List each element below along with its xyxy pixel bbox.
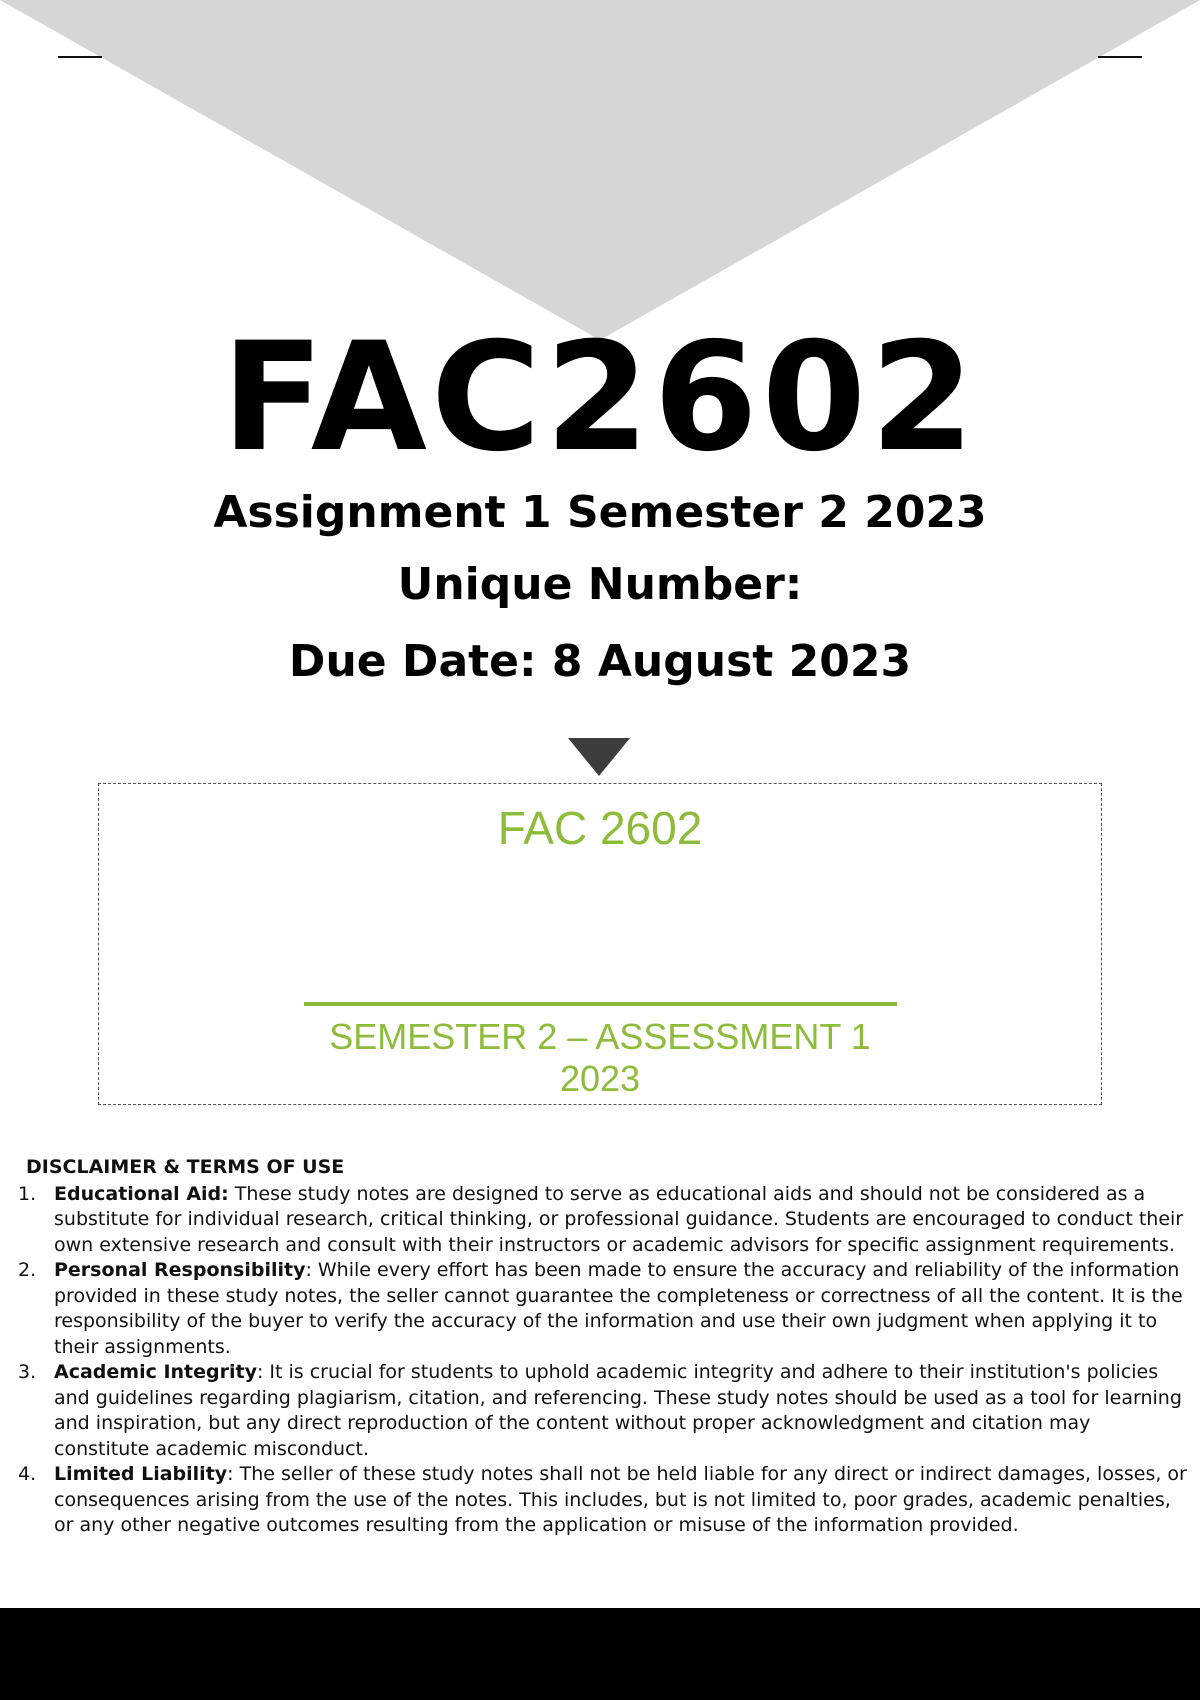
corner-mark-left <box>58 56 102 58</box>
disclaimer-section <box>18 1155 1188 1539</box>
top-chevron-shape <box>0 0 1200 340</box>
unique-number-line: Unique Number: <box>397 559 803 610</box>
disclaimer-item-number: 2. <box>18 1259 37 1281</box>
disclaimer-item-text: These study notes are designed to serve as educational aids and should not be considered as a substitute for individual research, critical thinking, or professional guidance. Students are encouraged to conduct their own extensive research and consult with their instructors or academic advisors for specific assignment requirements. <box>54 1182 1184 1256</box>
disclaimer-item-personal-responsibility <box>18 1258 1188 1360</box>
due-date-line: Due Date: 8 August 2023 <box>288 636 912 687</box>
cover-image-box <box>98 783 1102 1105</box>
disclaimer-item-academic-integrity <box>18 1360 1188 1462</box>
down-triangle-icon <box>568 738 630 776</box>
cover-divider <box>304 1002 897 1006</box>
disclaimer-item-term: Personal Responsibility <box>54 1259 306 1281</box>
disclaimer-item-term: Academic Integrity <box>54 1361 257 1383</box>
disclaimer-item-term: Limited Liability <box>54 1463 228 1485</box>
cover-subtitle-line1: SEMESTER 2 – ASSESSMENT 1 <box>329 1016 871 1057</box>
disclaimer-item-text: : It is crucial for students to uphold academic integrity and adhere to their institution's policies and guidelines regarding plagiarism, citation, and referencing. These study notes should be used as a tool for learning and inspiration, but any direct reproduction of the content without proper acknowledgment and citation may constitute academic misconduct. <box>54 1361 1182 1460</box>
disclaimer-item-term: Educational Aid: <box>54 1182 229 1205</box>
corner-mark-right <box>1098 56 1142 58</box>
disclaimer-item-text: : The seller of these study notes shall not be held liable for any direct or indirect damages, losses, or consequences arising from the use of the notes. This includes, but is not limited to, poor grades, academic penalties, or any other negative outcomes resulting from the application or misuse of the information provided. <box>54 1463 1187 1536</box>
assignment-line: Assignment 1 Semester 2 2023 <box>213 487 987 538</box>
bottom-black-bar <box>0 1608 1200 1700</box>
course-code-title: FAC2602 <box>221 311 979 485</box>
disclaimer-list <box>18 1182 1188 1539</box>
disclaimer-title: DISCLAIMER & TERMS OF USE <box>26 1156 345 1178</box>
disclaimer-item-limited-liability <box>18 1462 1188 1539</box>
disclaimer-item-number: 1. <box>18 1182 37 1205</box>
disclaimer-item-educational-aid <box>18 1182 1188 1259</box>
disclaimer-item-number: 4. <box>18 1463 37 1485</box>
disclaimer-item-text: : While every effort has been made to ensure the accuracy and reliability of the information provided in these study notes, the seller cannot guarantee the completeness or correctness of all the content. It is the responsibility of the buyer to verify the accuracy of the information and use their own judgment when applying it to their assignments. <box>54 1259 1183 1358</box>
cover-subtitle-line2: 2023 <box>559 1058 641 1099</box>
disclaimer-item-number: 3. <box>18 1361 37 1383</box>
cover-course-code: FAC 2602 <box>497 802 703 854</box>
cover-subtitle <box>99 1016 1101 1100</box>
